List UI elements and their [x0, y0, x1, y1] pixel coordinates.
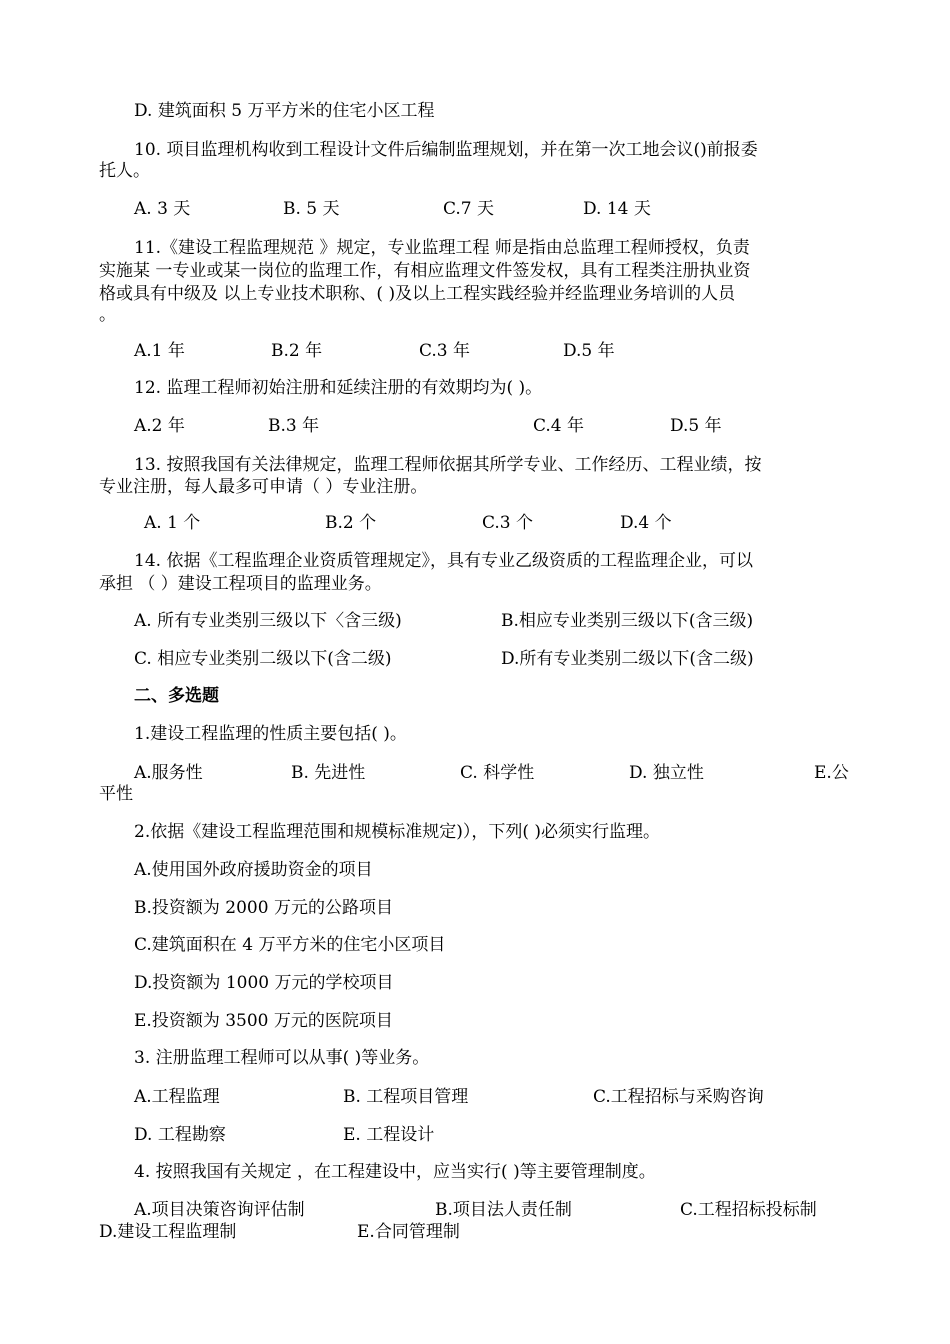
q13-option-a: A. 1 个 [144, 513, 201, 533]
q11-stem-line3: 格或具有中级及 以上专业技术职称、( )及以上工程实践经验并经监理业务培训的人员 [99, 284, 736, 304]
q13-stem-line1: 13. 按照我国有关法律规定，监理工程师依据其所学专业、工作经历、工程业绩，按 [134, 455, 762, 475]
m4-option-c: C.工程招标投标制 [680, 1200, 817, 1220]
q11-stem-line1: 11.《建设工程监理规范 》规定，专业监理工程 师是指由总监理工程师授权，负责 [134, 238, 750, 258]
m2-option-a: A.使用国外政府援助资金的项目 [134, 860, 373, 880]
m1-option-d: D. 独立性 [629, 763, 704, 783]
q11-option-c: C.3 年 [419, 341, 471, 361]
q12-option-c: C.4 年 [533, 416, 585, 436]
m3-stem-line1: 3. 注册监理工程师可以从事( )等业务。 [134, 1048, 430, 1068]
q12-stem-line1: 12. 监理工程师初始注册和延续注册的有效期均为( )。 [134, 378, 543, 398]
m3-option-a: A.工程监理 [134, 1087, 220, 1107]
q14-stem-line1: 14. 依据《工程监理企业资质管理规定》，具有专业乙级资质的工程监理企业，可以 [134, 551, 753, 571]
q11-option-d: D.5 年 [563, 341, 615, 361]
m1-option-b: B. 先进性 [291, 763, 366, 783]
q10-option-b: B. 5 天 [283, 199, 340, 219]
q10-stem-line1: 10. 项目监理机构收到工程设计文件后编制监理规划，并在第一次工地会议()前报委 [134, 140, 758, 160]
section-heading-multiple-choice: 二、多选题 [134, 686, 219, 706]
q13-stem-line2: 专业注册，每人最多可申请（ ）专业注册。 [99, 477, 428, 497]
m4-stem-line1: 4. 按照我国有关规定 ，在工程建设中，应当实行( )等主要管理制度。 [134, 1162, 656, 1182]
q13-option-b: B.2 个 [325, 513, 377, 533]
q11-stem-line4: 。 [99, 305, 116, 325]
q14-option-b: B.相应专业类别三级以下(含三级) [501, 611, 754, 631]
m2-option-b: B.投资额为 2000 万元的公路项目 [134, 898, 393, 918]
m4-option-d: D.建设工程监理制 [99, 1222, 237, 1242]
m3-option-c: C.工程招标与采购咨询 [593, 1087, 764, 1107]
m1-option-c: C. 科学性 [460, 763, 535, 783]
q14-option-d: D.所有专业类别二级以下(含二级) [501, 649, 754, 669]
m2-option-d: D.投资额为 1000 万元的学校项目 [134, 973, 394, 993]
m1-option-e-wrap: 平性 [99, 784, 133, 804]
q14-stem-line2: 承担 （ ）建设工程项目的监理业务。 [99, 574, 382, 594]
q12-option-a: A.2 年 [134, 416, 185, 436]
q10-option-a: A. 3 天 [134, 199, 191, 219]
q13-option-d: D.4 个 [620, 513, 672, 533]
q10-stem-line2: 托人。 [99, 161, 150, 181]
q12-option-d: D.5 年 [670, 416, 722, 436]
q10-option-c: C.7 天 [443, 199, 495, 219]
q13-option-c: C.3 个 [482, 513, 534, 533]
q11-option-b: B.2 年 [271, 341, 323, 361]
q12-option-b: B.3 年 [268, 416, 320, 436]
m1-option-e: E.公 [814, 763, 849, 783]
m1-stem-line1: 1.建设工程监理的性质主要包括( )。 [134, 724, 407, 744]
m2-option-e: E.投资额为 3500 万元的医院项目 [134, 1011, 393, 1031]
q11-option-a: A.1 年 [134, 341, 185, 361]
q11-stem-line2: 实施某 一专业或某一岗位的监理工作，有相应监理文件签发权，具有工程类注册执业资 [99, 261, 751, 281]
q10-option-d: D. 14 天 [583, 199, 651, 219]
m3-option-d: D. 工程勘察 [134, 1125, 226, 1145]
m4-option-e: E.合同管理制 [357, 1222, 460, 1242]
m4-option-a: A.项目决策咨询评估制 [134, 1200, 305, 1220]
m4-option-b: B.项目法人责任制 [435, 1200, 572, 1220]
m3-option-e: E. 工程设计 [343, 1125, 435, 1145]
m2-option-c: C.建筑面积在 4 万平方米的住宅小区项目 [134, 935, 446, 955]
q9-option-d: D. 建筑面积 5 万平方米的住宅小区工程 [134, 101, 435, 121]
m2-stem-line1: 2.依据《建设工程监理范围和规模标准规定)），下列( )必须实行监理。 [134, 822, 661, 842]
q14-option-c: C. 相应专业类别二级以下(含二级) [134, 649, 392, 669]
m3-option-b: B. 工程项目管理 [343, 1087, 469, 1107]
q14-option-a: A. 所有专业类别三级以下〈含三级) [134, 611, 402, 631]
m1-option-a: A.服务性 [134, 763, 203, 783]
